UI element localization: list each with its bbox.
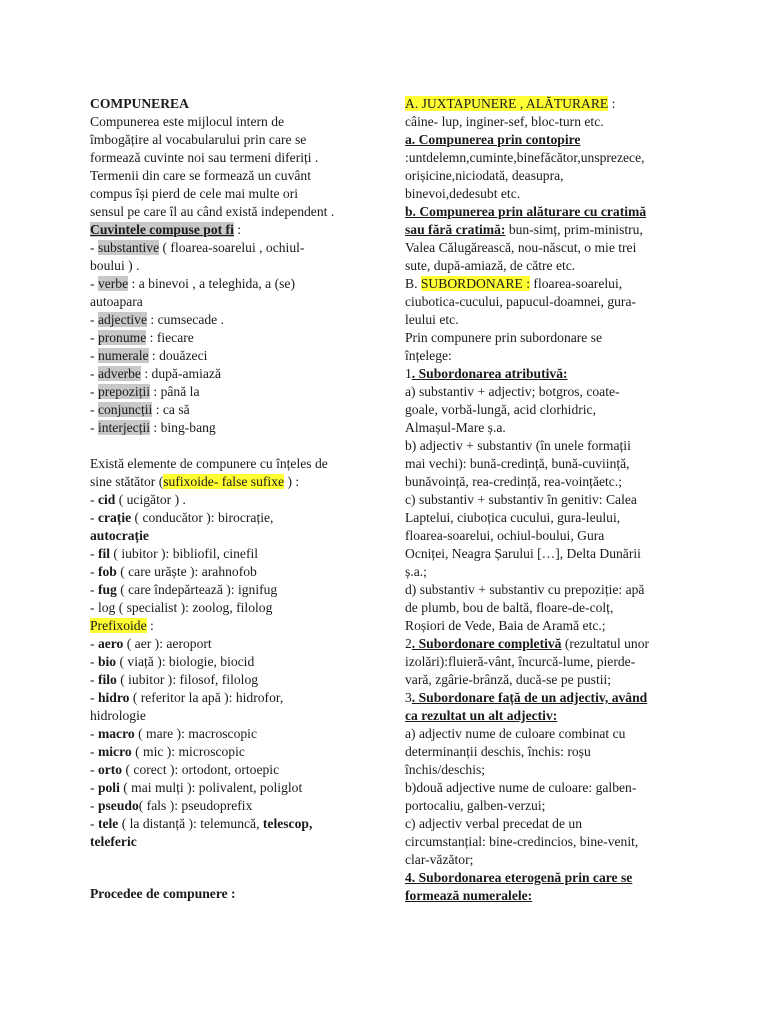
subordonare-line: leului etc.	[405, 312, 459, 327]
suffixoid-list	[90, 491, 388, 617]
word-class-item-dash: -	[90, 402, 98, 417]
prefixoid-item-definition: ( iubitor ): filosof, filolog	[116, 672, 259, 687]
prefixoid-item	[90, 689, 388, 707]
alaturare-line: Valea Călugărească, nou-născut, o mie trei	[405, 240, 637, 255]
word-class-item	[90, 275, 388, 293]
suffixoid-item-dash: -	[90, 492, 98, 507]
prefixoid-item-dash: -	[90, 654, 98, 669]
atributiva-line: b) adjectiv + substantiv (în unele formații	[405, 438, 631, 453]
suffixoid-item-term: crație	[97, 510, 132, 525]
intro-line: formează cuvinte noi sau termeni diferiți .	[90, 150, 319, 165]
completiva-heading-line	[405, 635, 687, 653]
contopire-line: :untdelemn,cuminte,binefăcător,unsprezece,	[405, 150, 645, 165]
completiva-text	[405, 653, 687, 689]
intro-paragraph	[90, 113, 388, 221]
prefixoid-item	[90, 779, 388, 797]
spacer	[90, 437, 388, 455]
suffixoid-item-definition: ( care îndepărtează ): ignifug	[116, 582, 278, 597]
prefixoid-item-dash: -	[90, 744, 98, 759]
prefixoid-item-term: poli	[97, 780, 120, 795]
word-class-item-dash: -	[90, 240, 98, 255]
atributiva-line: c) substantiv + substantiv în genitiv: Calea	[405, 492, 637, 507]
prefixoid-item-term: tele	[97, 816, 119, 831]
atributiva-line: goale, vorbă-lungă, acid clorhidric,	[405, 402, 596, 417]
suffixoid-item-dash: -	[90, 564, 98, 579]
juxtapunere-examples: câine- lup, inginer-sef, bloc-turn etc.	[405, 114, 604, 129]
completiva-tail: (rezultatul unor	[561, 636, 650, 651]
word-class-item	[90, 365, 388, 383]
subordonare-line: înțelege:	[405, 348, 452, 363]
subordonare-examples-start: floarea-soarelui,	[530, 276, 623, 291]
subordonare-line: Prin compunere prin subordonare se	[405, 330, 603, 345]
adjectival-number: 3	[405, 690, 412, 705]
elements-intro-text: sine stătător (	[90, 474, 164, 489]
right-column	[405, 95, 687, 905]
prefixoid-list	[90, 635, 388, 851]
eterogena-heading-cont: formează numeralele:	[405, 888, 533, 903]
prefixoide-tail: :	[146, 618, 154, 633]
prefixoid-item-term: pseudo	[97, 798, 139, 813]
alaturare-examples-start: bun-simț, prim-ministru,	[505, 222, 643, 237]
prefixoid-item	[90, 761, 388, 779]
prefixoid-item-dash: -	[90, 798, 98, 813]
adjectival-line: a) adjectiv nume de culoare combinat cu	[405, 726, 626, 741]
subordonare-text	[405, 293, 687, 365]
suffixoid-item-term: cid	[97, 492, 116, 507]
juxtapunere-heading-line	[405, 95, 687, 113]
word-class-item-dash: -	[90, 330, 98, 345]
suffixoid-item-definition: ( iubitor ): bibliofil, cinefil	[110, 546, 259, 561]
atributiva-heading-line	[405, 365, 687, 383]
atributiva-line: mai vechi): bună-credință, bună-cuviință,	[405, 456, 630, 471]
prefixoid-item-dash: -	[90, 816, 98, 831]
subordonare-line: ciubotica-cucului, papucul-doamnei, gura-	[405, 294, 637, 309]
prefixoid-item-definition-bold: telescop,	[262, 816, 313, 831]
prefixoid-item-term: aero	[97, 636, 124, 651]
suffixoid-item-term: fil	[97, 546, 111, 561]
suffixoid-item	[90, 509, 388, 527]
prefixoide-highlight: Prefixoide	[90, 618, 147, 633]
word-class-item-term: adverbe	[97, 366, 141, 381]
prefixoide-heading-line	[90, 617, 388, 635]
intro-line: Compunerea este mijlocul intern de	[90, 114, 285, 129]
word-class-item-definition: : până la	[150, 384, 200, 399]
completiva-line: izolări):fluieră-vânt, încurcă-lume, pierde-	[405, 654, 636, 669]
completiva-heading: . Subordonare completivă	[411, 636, 562, 651]
atributiva-line: bunăvoință, rea-credință, rea-voințăetc.;	[405, 474, 623, 489]
prefixoid-item-definition: ( la distanță ): telemuncă,	[118, 816, 263, 831]
atributiva-line: de plumb, bou de baltă, floare-de-colț,	[405, 600, 614, 615]
word-class-item	[90, 401, 388, 419]
procedee-heading: Procedee de compunere :	[90, 886, 236, 901]
elements-intro-line-2	[90, 473, 388, 491]
word-class-item-term: interjecții	[97, 420, 151, 435]
completiva-number: 2	[405, 636, 412, 651]
prefixoid-item-term: filo	[97, 672, 117, 687]
contopire-heading: a. Compunerea prin contopire	[405, 132, 581, 147]
page-title: COMPUNEREA	[90, 96, 189, 111]
adjectival-heading-cont: ca rezultat un alt adjectiv:	[405, 708, 558, 723]
suffixoid-item-definition: ( ucigător ) .	[115, 492, 186, 507]
prefixoid-item-definition: ( corect ): ortodont, ortoepic	[122, 762, 280, 777]
word-class-item	[90, 329, 388, 347]
completiva-line: vară, zgârie-brânză, ducă-se pe pustii;	[405, 672, 612, 687]
word-class-item-definition: : bing-bang	[150, 420, 216, 435]
word-class-item	[90, 239, 388, 257]
word-class-item	[90, 419, 388, 437]
juxtapunere-highlight: A. JUXTAPUNERE , ALĂTURARE	[405, 96, 609, 111]
adjectival-line: c) adjectiv verbal precedat de un	[405, 816, 582, 831]
word-class-item-definition: : fiecare	[146, 330, 194, 345]
prefixoid-item-continuation: teleferic	[90, 834, 137, 849]
left-column	[90, 95, 388, 903]
prefixoid-item-definition: ( fals ): pseudoprefix	[138, 798, 253, 813]
suffixoid-item	[90, 491, 388, 509]
sufixoide-highlight: sufixoide- false sufixe	[163, 474, 285, 489]
suffixoid-item	[90, 581, 388, 599]
prefixoid-item-dash: -	[90, 636, 98, 651]
word-class-item-dash: -	[90, 420, 98, 435]
prefixoid-item-definition: ( viață ): biologie, biocid	[116, 654, 255, 669]
word-class-item-term: pronume	[97, 330, 147, 345]
prefixoid-item-continuation: hidrologie	[90, 708, 146, 723]
alaturare-examples	[405, 239, 687, 275]
word-class-item-dash: -	[90, 348, 98, 363]
prefixoid-item-dash: -	[90, 690, 98, 705]
suffixoid-item-dash: -	[90, 582, 98, 597]
word-class-item	[90, 347, 388, 365]
prefixoid-item-definition: ( mare ): macroscopic	[134, 726, 257, 741]
word-class-item-term: prepoziții	[97, 384, 151, 399]
subheading-compound-types: Cuvintele compuse pot fi	[90, 222, 234, 237]
word-class-item-dash: -	[90, 312, 98, 327]
prefixoid-item	[90, 671, 388, 689]
suffixoid-item-dash: -	[90, 600, 98, 615]
atributiva-line: Almașul-Mare ș.a.	[405, 420, 506, 435]
word-class-item	[90, 311, 388, 329]
suffixoid-item-continuation: autocrație	[90, 528, 149, 543]
alaturare-heading: b. Compunerea prin alăturare cu cratimă	[405, 204, 647, 219]
prefixoid-item	[90, 797, 388, 815]
atributiva-line: d) substantiv + substantiv cu prepoziție: apă	[405, 582, 645, 597]
word-class-item-continuation: autoapara	[90, 294, 143, 309]
alaturare-heading-cont: sau fără cratimă:	[405, 222, 506, 237]
prefixoid-item	[90, 743, 388, 761]
suffixoid-item-definition: ( conducător ): birocrație,	[131, 510, 274, 525]
word-class-item-term: conjuncții	[97, 402, 153, 417]
prefixoid-item-dash: -	[90, 726, 98, 741]
prefixoid-item-definition: ( mic ): microscopic	[131, 744, 245, 759]
contopire-line: binevoi,dedesubt etc.	[405, 186, 521, 201]
adjectival-line: închis/deschis;	[405, 762, 486, 777]
subordonare-prefix: B.	[405, 276, 421, 291]
word-class-item-dash: -	[90, 366, 98, 381]
adjectival-line: clar-văzător;	[405, 852, 474, 867]
adjectival-text	[405, 725, 687, 869]
juxtapunere-tail: :	[608, 96, 616, 111]
atributiva-line: a) substantiv + adjectiv; botgros, coate-	[405, 384, 620, 399]
word-class-item-definition: : a binevoi , a teleghida, a (se)	[128, 276, 295, 291]
adjectival-heading: . Subordonare față de un adjectiv, având	[411, 690, 648, 705]
word-class-item-term: numerale	[97, 348, 149, 363]
word-class-item-definition: : ca să	[152, 402, 190, 417]
word-class-item-term: adjective	[97, 312, 147, 327]
suffixoid-item	[90, 599, 388, 617]
word-class-item-definition: : după-amiază	[140, 366, 221, 381]
word-class-item-term: substantive	[97, 240, 160, 255]
alaturare-heading-line-2	[405, 221, 687, 239]
atributiva-line: Laptelui, ciuboțica cucului, gura-leului,	[405, 510, 621, 525]
alaturare-line: sute, după-amiază, de către etc.	[405, 258, 576, 273]
atributiva-number: 1	[405, 366, 412, 381]
suffixoid-item-definition: ( care urăște ): arahnofob	[116, 564, 257, 579]
atributiva-line: Roșiori de Vede, Baia de Aramă etc.;	[405, 618, 606, 633]
suffixoid-item-definition: log ( specialist ): zoolog, filolog	[97, 600, 273, 615]
subheading-tail: :	[233, 222, 242, 237]
suffixoid-item	[90, 545, 388, 563]
eterogena-heading: 4. Subordonarea eterogenă prin care se	[405, 870, 633, 885]
intro-line: compus își pierd de cele mai multe ori	[90, 186, 299, 201]
adjectival-line: determinanții deschis, închis: roșu	[405, 744, 591, 759]
prefixoid-item-term: macro	[97, 726, 135, 741]
elements-intro-tail: ) :	[284, 474, 300, 489]
prefixoid-item	[90, 815, 388, 833]
word-class-item-definition: : douăzeci	[148, 348, 208, 363]
prefixoid-item-dash: -	[90, 672, 98, 687]
prefixoid-item	[90, 653, 388, 671]
prefixoid-item-term: micro	[97, 744, 132, 759]
suffixoid-item-term: fug	[97, 582, 117, 597]
subordonare-highlight: SUBORDONARE :	[420, 276, 531, 291]
word-class-list	[90, 239, 388, 437]
suffixoid-item	[90, 563, 388, 581]
prefixoid-item-dash: -	[90, 762, 98, 777]
elements-intro-line-1: Există elemente de compunere cu înțeles de	[90, 456, 328, 471]
word-class-item-definition: : cumsecade .	[147, 312, 224, 327]
atributiva-text	[405, 383, 687, 635]
subheading-line	[90, 221, 388, 239]
prefixoid-item-term: hidro	[97, 690, 130, 705]
prefixoid-item-definition: ( referitor la apă ): hidrofor,	[129, 690, 284, 705]
adjectival-line: portocaliu, galben-verzui;	[405, 798, 546, 813]
atributiva-line: Ocniței, Neagra Șarului […], Delta Dunării	[405, 546, 641, 561]
adjectival-heading-line	[405, 689, 687, 707]
prefixoid-item-definition: ( mai mulți ): polivalent, poliglot	[119, 780, 303, 795]
subordonare-heading-line	[405, 275, 687, 293]
word-class-item-definition: ( floarea-soarelui , ochiul-	[159, 240, 305, 255]
atributiva-line: ș.a.;	[405, 564, 427, 579]
suffixoid-item-dash: -	[90, 510, 98, 525]
prefixoid-item-term: orto	[97, 762, 123, 777]
intro-line: Termenii din care se formează un cuvânt	[90, 168, 311, 183]
atributiva-heading: . Subordonarea atributivă:	[411, 366, 568, 381]
suffixoid-item-dash: -	[90, 546, 98, 561]
intro-line: îmbogățire al vocabularului prin care se	[90, 132, 307, 147]
adjectival-line: circumstanțial: bine-credincios, bine-venit,	[405, 834, 639, 849]
prefixoid-item-definition: ( aer ): aeroport	[123, 636, 212, 651]
word-class-item-dash: -	[90, 276, 98, 291]
word-class-item-term: verbe	[97, 276, 129, 291]
word-class-item	[90, 383, 388, 401]
prefixoid-item	[90, 725, 388, 743]
word-class-item-dash: -	[90, 384, 98, 399]
prefixoid-item-dash: -	[90, 780, 98, 795]
spacer	[90, 851, 388, 885]
intro-line: sensul pe care îl au când există independent .	[90, 204, 335, 219]
prefixoid-item-term: bio	[97, 654, 117, 669]
suffixoid-item-term: fob	[97, 564, 117, 579]
word-class-item-continuation: boului ) .	[90, 258, 140, 273]
contopire-line: orișicine,niciodată, deasupra,	[405, 168, 564, 183]
adjectival-line: b)două adjective nume de culoare: galben-	[405, 780, 637, 795]
prefixoid-item	[90, 635, 388, 653]
atributiva-line: floarea-soarelui, ochiul-boului, Gura	[405, 528, 605, 543]
contopire-examples	[405, 149, 687, 203]
